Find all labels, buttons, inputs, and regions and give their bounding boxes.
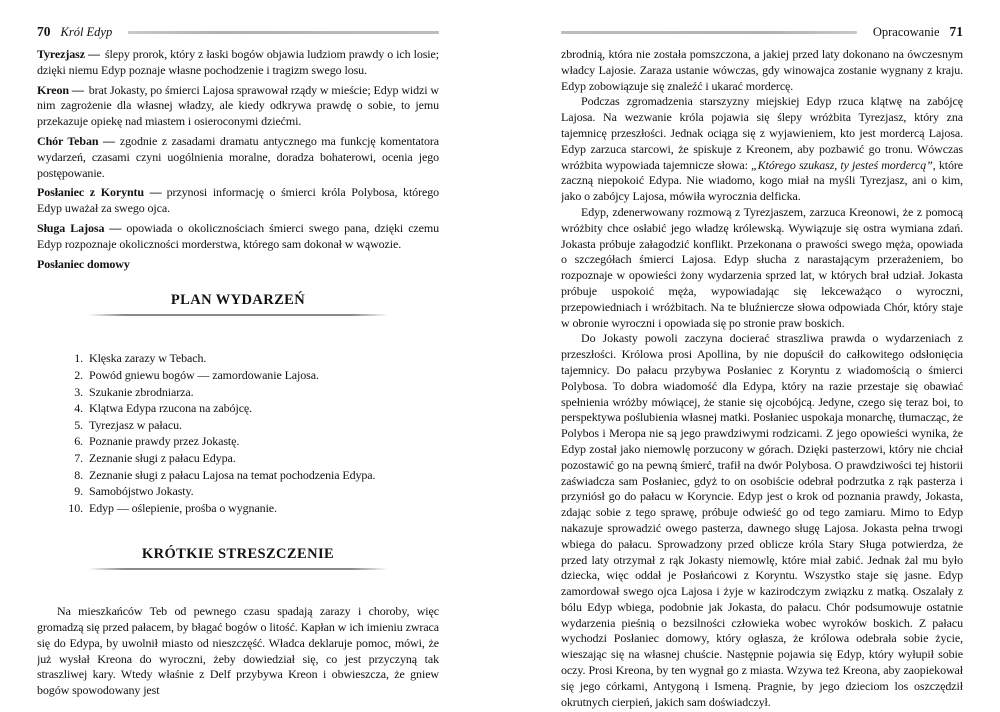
plan-item	[37, 467, 439, 484]
character-entry	[37, 221, 439, 253]
plan-item-number: 9.	[74, 484, 83, 499]
plan-item-text: Powód gniewu bogów — zamordowanie Lajosa.	[89, 367, 319, 382]
character-entry	[37, 47, 439, 79]
right-page	[561, 0, 963, 712]
summary-heading: KRÓTKIE STRESZCZENIE	[141, 546, 335, 563]
plan-item-text: Zeznanie sługi z pałacu Lajosa na temat pochodzenia Edypa.	[89, 467, 376, 482]
left-page	[37, 0, 439, 712]
character-term: Posłaniec z Koryntu —	[37, 185, 162, 200]
header-rule	[561, 31, 857, 34]
oracle-quote: „Którego szukasz, ty jesteś mordercą”	[751, 157, 933, 172]
character-definition: opowiada o okolicznościach śmierci swego pana, dzięki czemu Edyp rozpoznaje okoliczności morderstwa, którego sam dokonał w wąwozie.	[37, 220, 439, 251]
characters-section	[37, 47, 439, 272]
left-page-number: 70	[37, 24, 51, 39]
plan-item	[37, 367, 439, 384]
paragraph: Edyp, zdenerwowany rozmową z Tyrezjaszem, zarzuca Kreonowi, że z pomocą wróżbity chce osłabić jego władzę królewską. Wywiązuje się ostra wymiana zdań. Jokasta próbuje załagodzić konflikt. Przekonana o prawości swego męża, opowiada o szczegółach śmierci Lajosa. Edyp słucha z narastającym przerażeniem, bo rozpoznaje w opowieści żony wydarzenia sprzed lat, w których brał udział. Jokasta próbuje uspokoić męża, wypowiadając się lekceważąco o wyroczni, przepowiedniach i wróżbitach. Na te bluźniercze słowa odpowiada Chór, który staje w obronie wyroczni i opowiada się po stronie praw boskich.	[561, 204, 963, 330]
plan-item-number: 4.	[74, 401, 83, 416]
plan-item-text: Edyp — oślepienie, prośba o wygnanie.	[89, 500, 277, 515]
paragraph-text: Podczas zgromadzenia starszyzny miejskiej Edyp rzuca klątwę na zabójcę Lajosa. Na wezwanie króla pojawia się ślepy wróżbita Tyrezjasz, który zna tajemnicę przeszłości. Jednak ociąga się z wyjawieniem, kto jest mordercą Lajosa. Edyp zarzuca starcowi, że spiskuje z Kreonem, aby pozbawić go tronu. Wówczas wróżbita wypowiada tajemnicze słowa:	[561, 94, 963, 172]
section-rule	[88, 314, 388, 316]
paragraph	[561, 94, 963, 205]
character-term: Kreon —	[37, 82, 84, 97]
character-term: Chór Teban —	[37, 133, 115, 148]
character-definition: brat Jokasty, po śmierci Lajosa sprawował rządy w mieście; Edyp widzi w nim zagrożenie dla własnej władzy, ale kiedy odkrywa prawdę o sobie, to jemu przekazuje opiekę nad miastem i osieroconymi dziećmi.	[37, 82, 439, 129]
section-rule	[88, 568, 388, 570]
plan-item-number: 5.	[74, 417, 83, 432]
character-term: Sługa Lajosa —	[37, 220, 122, 235]
plan-item	[37, 384, 439, 401]
summary-paragraph: Na mieszkańców Teb od pewnego czasu spadają zarazy i choroby, więc gromadzą się przed pałacem, by błagać bogów o litość. Kapłan w ich imieniu zwraca się do Edypa, by uwolnił miasto od nieszczęść. Władca deklaruje pomoc, mówi, że już wysłał Kreona do wyroczni, żeby dowiedział się, co jest przyczyną tak straszliwej kary. Wtedy właśnie z Delf przybywa Kreon i obwieszcza, że gniew bogów spowodowany jest	[37, 604, 439, 698]
character-definition: zgodnie z zasadami dramatu antycznego ma funkcję komentatora wydarzeń, czasami czyni uogólnienia moralne, doradza bohaterowi, ocenia jego postępowanie.	[37, 133, 439, 180]
left-page-header	[37, 24, 439, 40]
right-page-header	[561, 24, 963, 40]
paragraph-text: , które zaczną niepokoić Edypa. Nie wiadomo, kogo miał na myśli Tyrezjasz, ani o kim, jako o zabójcy Lajosa, mówiła wyrocznia delficka.	[561, 157, 963, 204]
opracowanie-text	[561, 47, 963, 710]
plan-item	[37, 433, 439, 450]
plan-item	[37, 500, 439, 517]
paragraph-continuation: zbrodnią, która nie została pomszczona, a jakiej przed laty dokonano na ówczesnym władcy Lajosie. Zaraza ustanie wówczas, gdy winowajca zostanie wygnany z kraju. Edyp zobowiązuje się znaleźć i ukarać mordercę.	[561, 47, 963, 93]
plan-list	[37, 350, 439, 516]
plan-item	[37, 400, 439, 417]
summary-section	[37, 604, 439, 699]
plan-item-text: Klątwa Edypa rzucona na zabójcę.	[89, 401, 253, 416]
character-entry	[37, 257, 439, 273]
plan-item-number: 10.	[68, 500, 83, 515]
right-page-number: 71	[949, 24, 963, 39]
plan-heading: PLAN WYDARZEŃ	[170, 292, 306, 309]
character-term: Tyrezjasz —	[37, 47, 100, 61]
plan-item-number: 3.	[74, 384, 83, 399]
plan-item-number: 1.	[74, 351, 83, 366]
character-entry	[37, 134, 439, 181]
character-definition: przynosi informację o śmierci króla Polybosa, którego Edyp uważał za swego ojca.	[37, 185, 439, 216]
running-title-section: Opracowanie	[872, 24, 940, 39]
plan-item-text: Tyrezjasz w pałacu.	[89, 417, 182, 432]
plan-item-number: 2.	[74, 367, 83, 382]
character-entry	[37, 83, 439, 130]
plan-item-number: 8.	[74, 467, 83, 482]
plan-item-text: Klęska zarazy w Tebach.	[89, 351, 207, 366]
running-title-book: Król Edyp	[60, 24, 113, 39]
character-definition: ślepy prorok, który z łaski bogów objawia ludziom prawdy o ich losie; dzięki niemu Edyp poznaje własne pochodzenie i tragizm swego losu.	[37, 47, 439, 77]
paragraph: Do Jokasty powoli zaczyna docierać straszliwa prawda o wydarzeniach z przeszłości. Królowa prosi Apollina, by nie dopuścił do całkowitego odsłonięcia tajemnicy. Do pałacu przybywa Posłaniec z Koryntu z wiadomością o śmierci Polybosa. To dobra wiadomość dla Edypa, który na razie przestaje się obawiać spełnienia wróżby mówiącej, że stanie się ojcobójcą. Jedyne, czego się teraz boi, to perspektywa poślubienia własnej matki. Posłaniec uspokaja monarchę, tłumacząc, że Polybos i Meropa nie są jego prawdziwymi rodzicami. Z jego opowieści wynika, że Edyp został jako niemowlę porzucony w górach. Dzięki pasterzowi, który nie chciał pozostawić go na pewną śmierć, trafił na dwór Polybosa. O prawdziwości tej historii zaświadcza sam Posłaniec, gdyż to on osobiście odebrał podrzutka z rąk pasterza i przyniósł go do pałacu w Koryncie. Edyp jest o krok od poznania prawdy, Jokasta, zdając sobie z tego sprawę, próbuje odwieść go od tego zamiaru. Mimo to Edyp nakazuje sprowadzić owego pasterza, dawnego sługę Lajosa. Jokasta pełna trwogi wbiega do pałacu. Sprowadzony przed oblicze króla Stary Sługa potwierdza, że przed laty otrzymał z rąk Jokasty niemowlę, które miał zabić. Jednak żal mu było dziecka, więc oddał je Posłańcowi z Koryntu. Wszystko staje się jasne. Edyp zamordował swego ojca Lajosa i żyje w kazirodczym związku z matką. Oszalały z bólu Edyp wbiega, podobnie jak Jokasta, do pałacu. Chór podsumowuje ostatnie wydarzenia pieśnią o bezsilności człowieka wobec wyroków boskich. Z pałacu wychodzi Posłaniec domowy, który ogłasza, że królowa odebrała sobie życie, wieszając się na własnej chuście. Następnie pojawia się Edyp, który wyłupił sobie oczy. Prosi Kreona, by ten wygnał go z miasta. Wzywa też Kreona, aby zaopiekował się jego córkami, Antygoną i Ismeną. Pragnie, by jego dzieciom los oszczędził okrutnych cierpień, jakich sam doświadczył.	[561, 331, 963, 709]
plan-item-text: Poznanie prawdy przez Jokastę.	[89, 434, 240, 449]
plan-item	[37, 483, 439, 500]
plan-item-number: 7.	[74, 450, 83, 465]
plan-item	[37, 350, 439, 367]
plan-item-text: Zeznanie sługi z pałacu Edypa.	[89, 450, 236, 465]
plan-item-text: Szukanie zbrodniarza.	[89, 384, 194, 399]
plan-item-number: 6.	[74, 434, 83, 449]
plan-item-text: Samobójstwo Jokasty.	[89, 484, 194, 499]
plan-item	[37, 450, 439, 467]
character-term: Posłaniec domowy	[37, 256, 130, 271]
character-entry	[37, 185, 439, 217]
plan-item	[37, 417, 439, 434]
header-rule	[128, 31, 439, 34]
